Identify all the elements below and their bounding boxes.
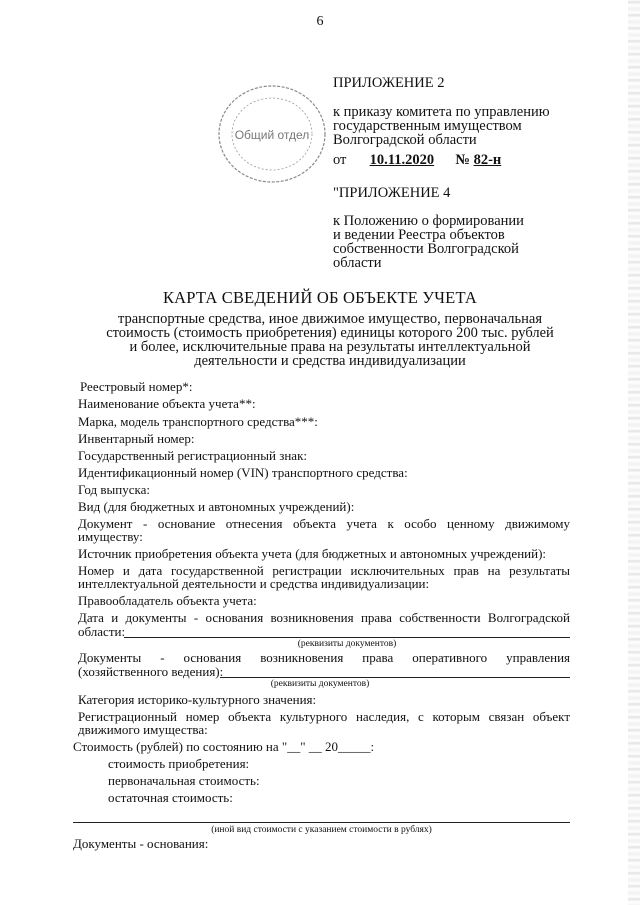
stamp-text: Общий отдел — [234, 128, 310, 142]
doc-valuable-line1: Документ - основание отнесения объекта учета к особо ценному движимому — [78, 516, 570, 531]
doc-valuable-line2: имуществу: — [78, 529, 143, 544]
cost-residual-field: остаточная стоимость: — [108, 790, 233, 805]
brand-model-field: Марка, модель транспортного средства***: — [78, 414, 318, 429]
registry-number-field: Реестровый номер*: — [80, 379, 193, 394]
scan-edge-noise — [628, 0, 640, 905]
other-cost-underline — [73, 822, 570, 823]
operative-line2: (хозяйственного ведения): — [78, 664, 224, 679]
appendix4-line2: и ведении Реестра объектов — [333, 227, 505, 243]
from-label: от — [333, 152, 347, 168]
vin-field: Идентификационный номер (VIN) транспортного средства: — [78, 465, 408, 480]
cost-initial-field: первоначальная стоимость: — [108, 773, 260, 788]
appendix4-title: "ПРИЛОЖЕНИЕ 4 — [333, 185, 451, 201]
kind-field: Вид (для бюджетных и автономных учреждений): — [78, 499, 355, 514]
ip-reg-line1: Номер и дата государственной регистрации исключительных прав на результаты — [78, 563, 570, 578]
reg-plate-field: Государственный регистрационный знак: — [78, 448, 307, 463]
ownership-caption: (реквизиты документов) — [297, 639, 397, 649]
heritage-reg-line1: Регистрационный номер объекта культурного наследия, с которым связан объект — [78, 709, 570, 724]
ownership-line1: Дата и документы - основания возникновения права собственности Волгоградской — [78, 610, 570, 625]
card-subtitle — [80, 312, 580, 368]
cost-purchase-field: стоимость приобретения: — [108, 756, 250, 771]
operative-caption: (реквизиты документов) — [270, 679, 370, 689]
other-cost-caption: (иной вид стоимости с указанием стоимости в рублях) — [211, 825, 432, 835]
ownership-underline — [124, 637, 570, 638]
order-date: 10.11.2020 — [369, 152, 435, 168]
subtitle-line: деятельности и средства индивидуализации — [194, 353, 466, 369]
subtitle-line: и более, исключительные права на результаты интеллектуальной — [129, 339, 531, 355]
subtitle-line: стоимость (стоимость приобретения) единицы которого 200 тыс. рублей — [106, 325, 554, 341]
heritage-category-field: Категория историко-культурного значения: — [78, 692, 317, 707]
appendix2-title: ПРИЛОЖЕНИЕ 2 — [333, 75, 445, 91]
page-number: 6 — [316, 14, 324, 29]
ownership-line2: области: — [78, 624, 126, 639]
number-label: № — [455, 152, 470, 168]
ip-reg-line2: интеллектуальной деятельности и средства индивидуализации: — [78, 576, 430, 591]
heritage-reg-line2: движимого имущества: — [78, 722, 208, 737]
cost-as-of-field: Стоимость (рублей) по состоянию на "__" __ 20_____: — [73, 739, 375, 754]
order-date-row — [333, 152, 501, 169]
subtitle-line: транспортные средства, иное движимое имущество, первоначальная — [117, 311, 542, 327]
appendix2-line2: государственным имуществом — [333, 118, 522, 134]
year-field: Год выпуска: — [78, 482, 150, 497]
source-field: Источник приобретения объекта учета (для бюджетных и автономных учреждений): — [78, 546, 547, 561]
inventory-number-field: Инвентарный номер: — [78, 431, 195, 446]
order-number: 82-н — [473, 152, 502, 168]
general-department-stamp — [216, 83, 328, 185]
appendix4-line1: к Положению о формировании — [333, 213, 524, 229]
card-title: КАРТА СВЕДЕНИЙ ОБ ОБЪЕКТЕ УЧЕТА — [162, 288, 478, 307]
appendix4-line3: собственности Волгоградской — [333, 241, 519, 257]
operative-underline — [220, 677, 570, 678]
object-name-field: Наименование объекта учета**: — [78, 396, 256, 411]
appendix4-line4: области — [333, 255, 382, 271]
appendix2-line1: к приказу комитета по управлению — [333, 104, 550, 120]
appendix2-line3: Волгоградской области — [333, 132, 477, 148]
operative-line1: Документы - основания возникновения права оперативного управления — [78, 650, 570, 665]
docs-basis-field: Документы - основания: — [73, 836, 209, 851]
holder-field: Правообладатель объекта учета: — [78, 593, 257, 608]
